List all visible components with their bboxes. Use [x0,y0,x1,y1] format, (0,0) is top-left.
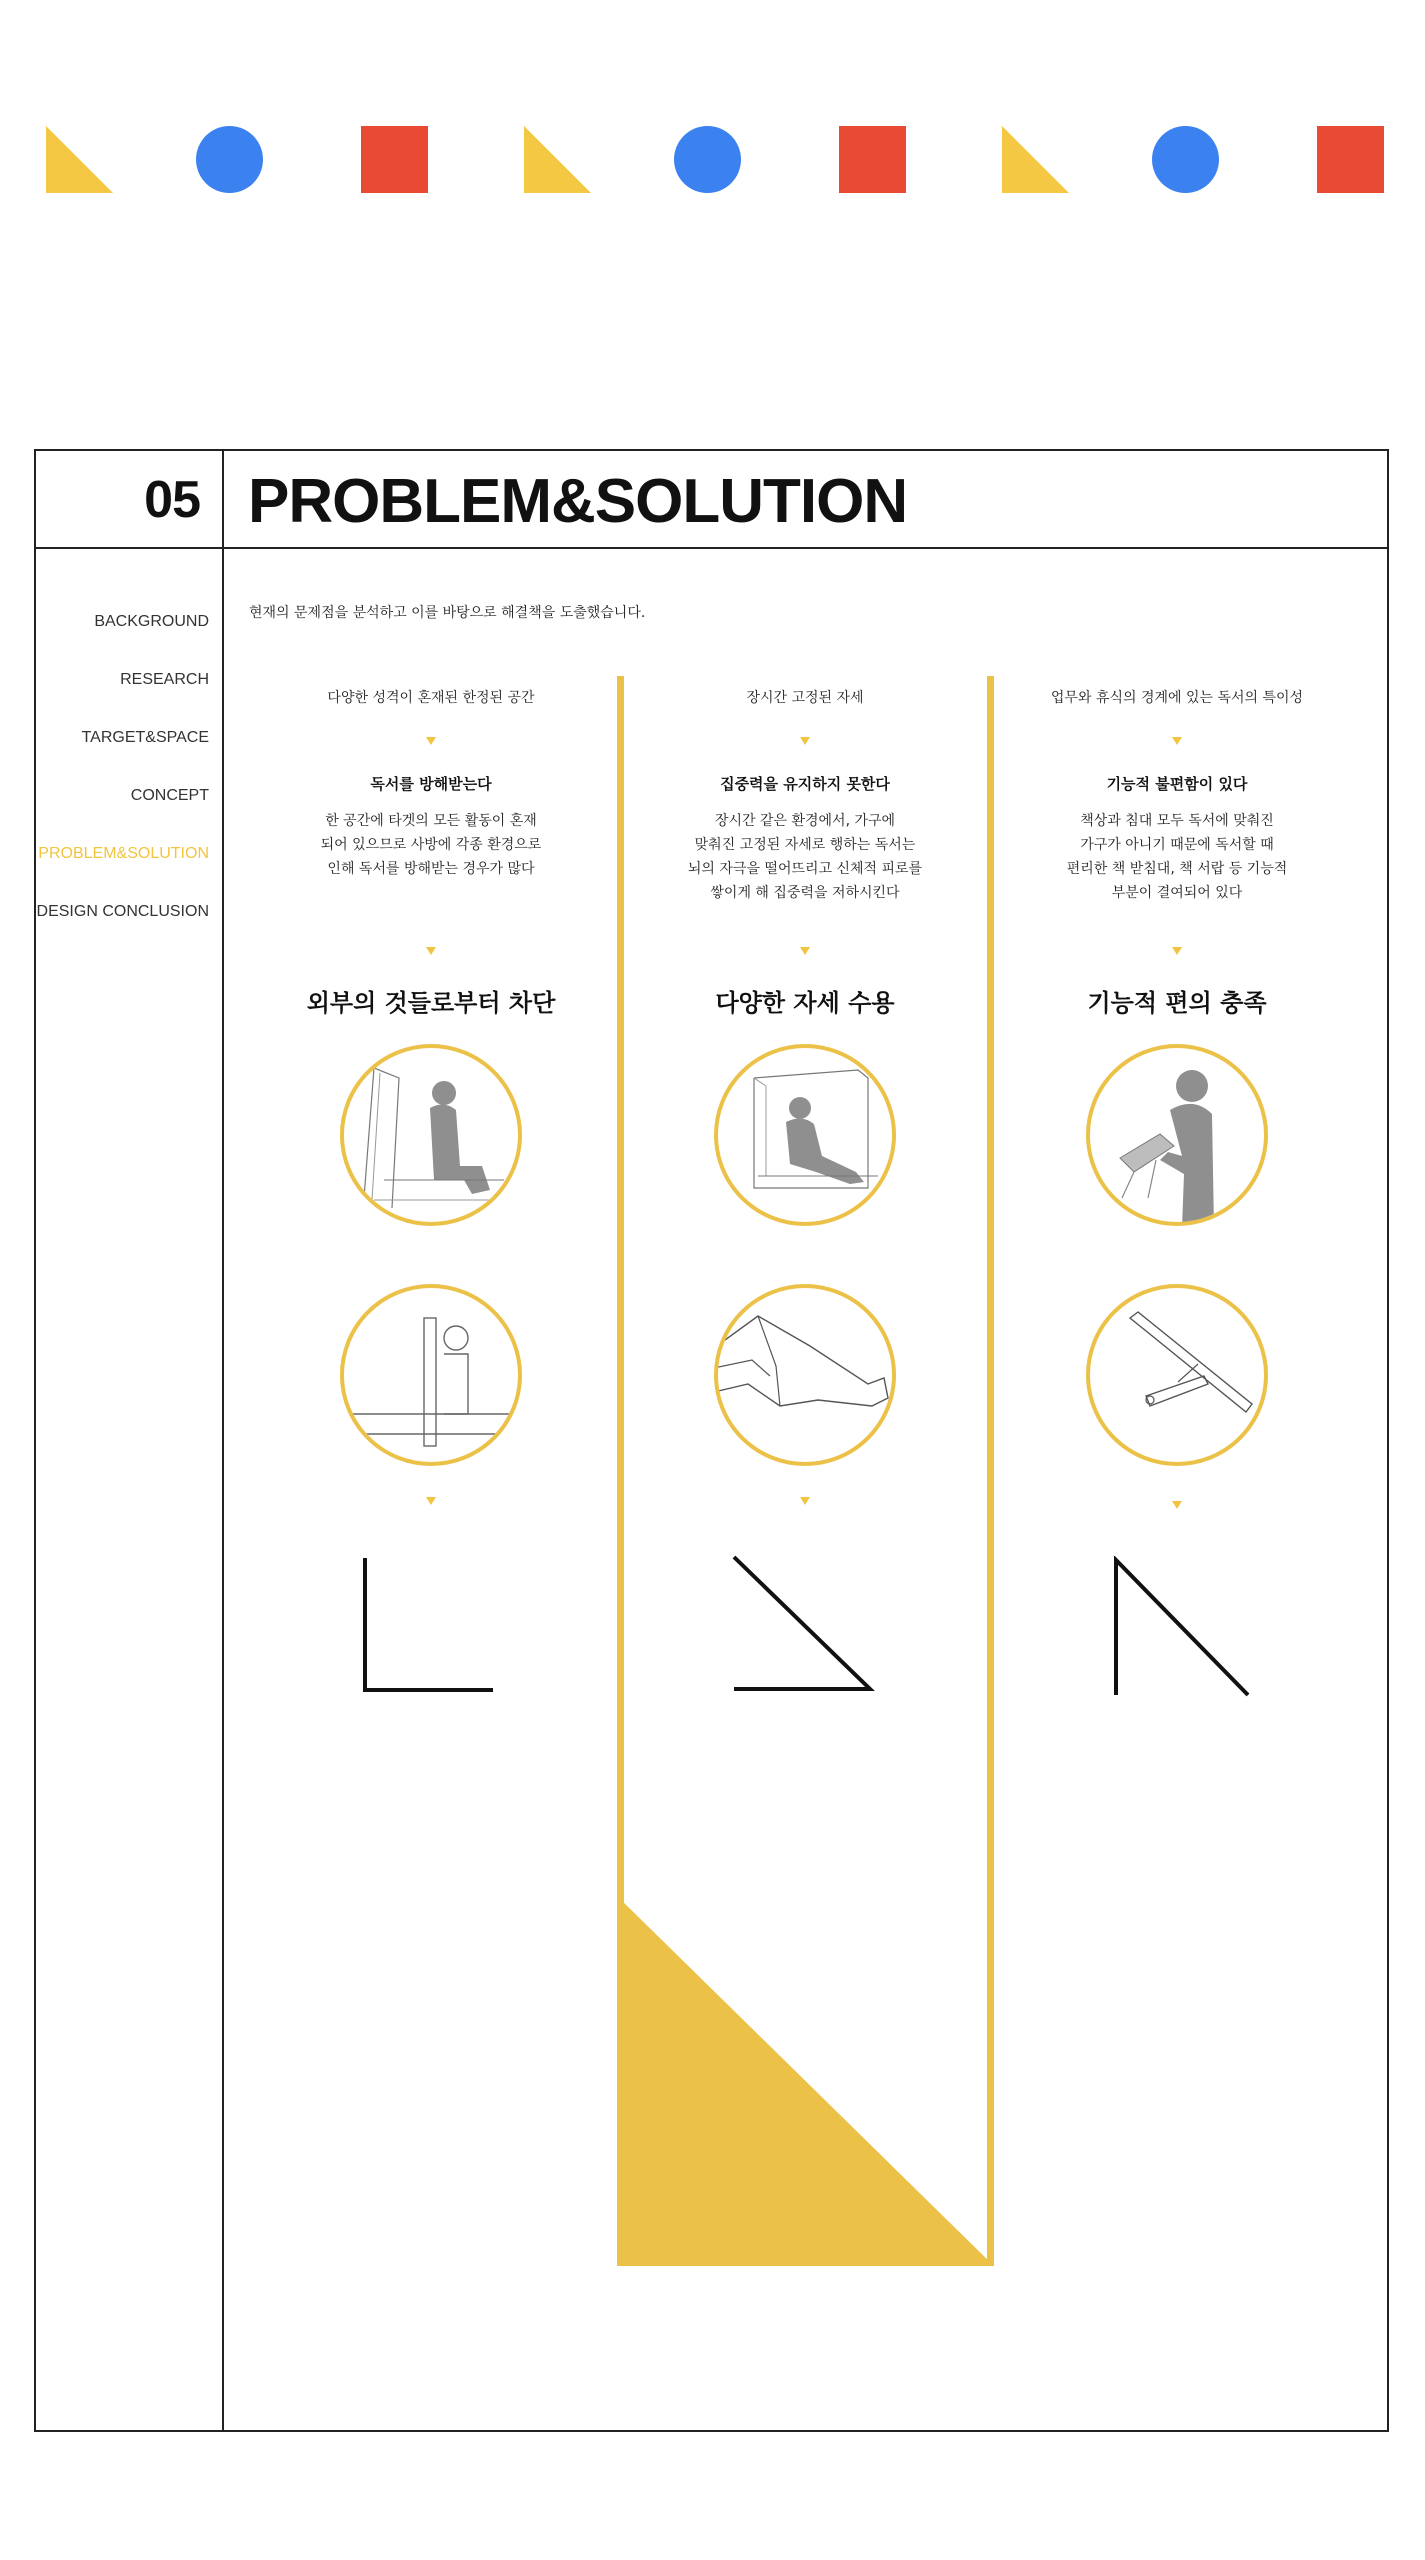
yellow-triangle-icon [46,126,113,193]
book-stand-icon [1086,1284,1268,1466]
person-seated-booth-icon [340,1044,522,1226]
arrow-down-icon [1172,1501,1182,1509]
nav-item-target-space[interactable]: TARGET&SPACE [81,729,209,746]
solution-title: 기능적 편의 충족 [1087,989,1267,1017]
nav-item-background[interactable]: BACKGROUND [94,613,209,630]
right-angle-icon [361,1554,501,1699]
problem-headline: 집중력을 유지하지 못한다 [720,775,890,793]
slope-angle-icon [730,1553,875,1695]
blue-circle-icon [1152,126,1219,193]
arrow-down-icon [426,737,436,745]
person-reclining-frame-icon [714,1044,896,1226]
problem-headline: 독서를 방해받는다 [370,775,492,793]
yellow-corner-triangle [617,1896,994,2266]
arrow-down-icon [800,737,810,745]
yellow-triangle-icon [1002,126,1069,193]
column-2 [620,687,990,1707]
frame-divider-horizontal [34,547,1389,549]
nav-item-research[interactable]: RESEARCH [120,671,209,688]
arrow-down-icon [800,1497,810,1505]
arrow-down-icon [426,947,436,955]
nav-item-design-conclusion[interactable]: DESIGN CONCLUSION [36,903,209,920]
arrow-down-icon [1172,947,1182,955]
person-reading-stand-icon [1086,1044,1268,1226]
problem-label: 다양한 성격이 혼재된 한정된 공간 [327,690,535,706]
nav-item-problem-solution[interactable]: PROBLEM&SOLUTION [38,845,209,862]
problem-headline: 기능적 불편함이 있다 [1106,775,1248,793]
red-square-icon [361,126,428,193]
problem-description: 장시간 같은 환경에서, 가구에 맞춰진 고정된 자세로 행하는 독서는 뇌의 자극을 떨어뜨리고 신체적 피로를 쌓이게 해 집중력을 저하시킨다 [687,813,923,901]
arrow-down-icon [426,1497,436,1505]
problem-description: 책상과 침대 모두 독서에 맞춰진 가구가 아니기 때문에 독서할 때 편리한 책 받침대, 책 서랍 등 기능적 부분이 결여되어 있다 [1066,813,1288,901]
intro-text: 현재의 문제점을 분석하고 이를 바탕으로 해결책을 도출했습니다. [249,605,646,621]
problem-description: 한 공간에 타겟의 모든 활동이 혼재 되어 있으므로 사방에 각종 환경으로 인해 독서를 방해받는 경우가 많다 [320,813,542,877]
lean-angle-icon [1112,1556,1252,1699]
seat-back-panel-icon [340,1284,522,1466]
nav-item-concept[interactable]: CONCEPT [130,787,209,804]
problem-label: 업무와 휴식의 경계에 있는 독서의 특이성 [1050,690,1304,706]
column-3 [992,687,1362,1707]
section-number: 05 [144,471,200,529]
solution-title: 외부의 것들로부터 차단 [306,989,556,1017]
yellow-triangle-icon [524,126,591,193]
red-square-icon [839,126,906,193]
solution-title: 다양한 자세 수용 [715,989,895,1017]
problem-label: 장시간 고정된 자세 [746,690,864,706]
column-1 [246,687,616,1707]
reclining-legs-icon [714,1284,896,1466]
frame-divider-vertical [222,449,224,2432]
arrow-down-icon [1172,737,1182,745]
red-square-icon [1317,126,1384,193]
section-title: PROBLEM&SOLUTION [248,467,908,536]
blue-circle-icon [196,126,263,193]
arrow-down-icon [800,947,810,955]
blue-circle-icon [674,126,741,193]
